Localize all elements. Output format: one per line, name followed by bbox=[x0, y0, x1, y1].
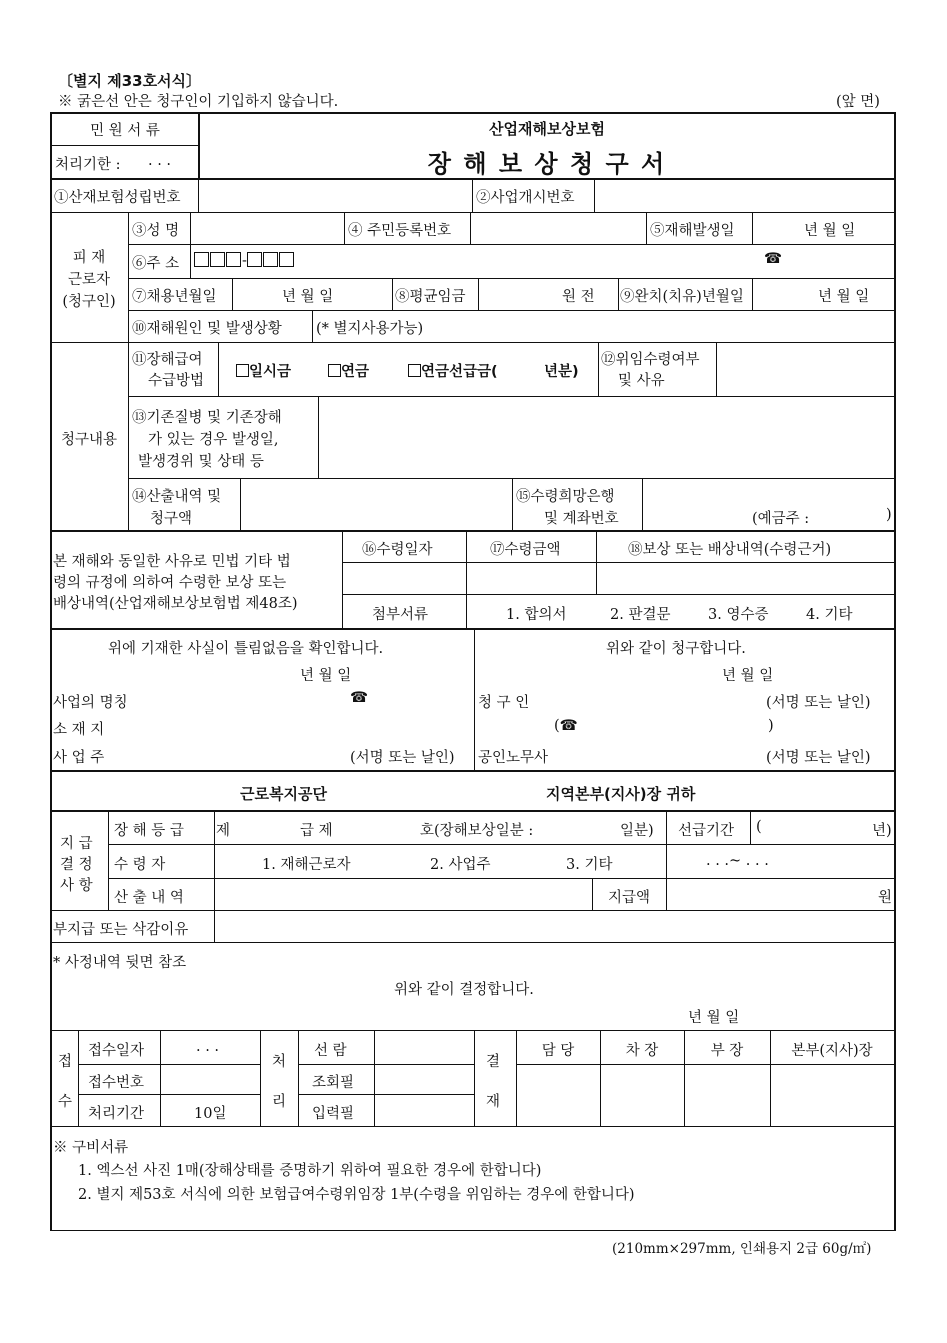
deadline-label: 처리기한 : bbox=[55, 157, 121, 173]
form-subtitle: 산업재해보상보험 bbox=[489, 120, 605, 138]
worker-section-label-1: 피 재 bbox=[72, 250, 106, 266]
delegate-label-2: 및 사유 bbox=[618, 373, 665, 389]
ref-note: * 사정내역 뒷면 참조 bbox=[53, 955, 187, 971]
reject-reason-field[interactable] bbox=[216, 912, 892, 940]
approval-label-1: 결 bbox=[486, 1054, 501, 1070]
claim-section-label: 청구내용 bbox=[60, 432, 118, 448]
recipient-option-2[interactable]: 2. 사업주 bbox=[430, 857, 491, 873]
biz-no-label: ②사업개시번호 bbox=[476, 190, 575, 206]
input-label: 입력필 bbox=[312, 1106, 355, 1122]
bank-label-2: 및 계좌번호 bbox=[544, 511, 619, 527]
employer-confirm-statement: 위에 기재한 사실이 틀림없음을 확인합니다. bbox=[108, 641, 384, 657]
approval-label-2: 재 bbox=[486, 1094, 501, 1110]
opt-advance-end: 년분) bbox=[544, 364, 579, 380]
prior-label-1: ⑬기존질병 및 기존장해 bbox=[132, 410, 282, 426]
process-period-label: 처리기간 bbox=[88, 1106, 145, 1122]
location-label: 소 재 지 bbox=[53, 722, 105, 738]
other-comp-desc-2: 령의 규정에 의하여 수령한 보상 또는 bbox=[53, 575, 287, 591]
claimant-phone-open: (☎ bbox=[554, 718, 578, 734]
est-no-label: ①산재보험성립번호 bbox=[54, 190, 181, 206]
grade-val-4: 일분) bbox=[620, 823, 654, 839]
inquiry-label: 조회필 bbox=[312, 1075, 355, 1091]
cause-note: (* 별지사용가능) bbox=[316, 321, 424, 337]
recv-date-label: ⑯수령일자 bbox=[362, 542, 433, 558]
receipt-date-value: . . . bbox=[196, 1039, 220, 1055]
claimant-date[interactable]: 년 월 일 bbox=[722, 668, 774, 684]
est-no-field[interactable] bbox=[200, 180, 470, 210]
notice-text: ※ 굵은선 안은 청구인이 기입하지 않습니다. bbox=[58, 94, 339, 110]
required-doc-2: 2. 별지 제53호 서식에 의한 보험급여수령위임장 1부(수령을 위임하는 경우에 한합니다) bbox=[78, 1187, 635, 1203]
review-label: 선 람 bbox=[314, 1043, 347, 1059]
prior-field[interactable] bbox=[320, 398, 892, 476]
name-label: ③성 명 bbox=[132, 223, 180, 239]
deadline-value: . . . bbox=[148, 153, 172, 169]
doc-type-label: 민 원 서 류 bbox=[90, 123, 160, 139]
employer-confirm-date[interactable]: 년 월 일 bbox=[300, 668, 352, 684]
prior-label-2: 가 있는 경우 발생일, bbox=[148, 432, 279, 448]
rrn-field[interactable] bbox=[472, 214, 644, 242]
payment-period[interactable]: . . .~ . . . bbox=[706, 853, 769, 869]
employer-label: 사 업 주 bbox=[53, 750, 105, 766]
opt-lump-checkbox[interactable] bbox=[236, 360, 291, 381]
employer-sign[interactable]: (서명 또는 날인) bbox=[350, 750, 455, 766]
accident-date-label: ⑤재해발생일 bbox=[650, 223, 735, 239]
name-field[interactable] bbox=[192, 214, 342, 242]
calc-field[interactable] bbox=[242, 480, 510, 528]
address-label: ⑥주 소 bbox=[132, 256, 180, 272]
attach-option-4[interactable]: 4. 기타 bbox=[806, 607, 853, 623]
delegate-field[interactable] bbox=[718, 344, 892, 394]
depositor-close: ) bbox=[886, 507, 892, 523]
recipient-label: 수 령 자 bbox=[114, 857, 166, 873]
advance-period-open: ( bbox=[756, 819, 762, 835]
grade-val-1: 제 bbox=[216, 823, 231, 839]
form-title: 장 해 보 상 청 구 서 bbox=[427, 150, 667, 178]
labor-attorney-sign[interactable]: (서명 또는 날인) bbox=[766, 750, 871, 766]
attach-option-3[interactable]: 3. 영수증 bbox=[708, 607, 769, 623]
cure-date-field[interactable]: 년 월 일 bbox=[818, 289, 870, 305]
attach-option-1[interactable]: 1. 합의서 bbox=[506, 607, 567, 623]
pay-amount-label: 지급액 bbox=[608, 890, 651, 906]
decision-label-2: 결 정 bbox=[60, 857, 93, 873]
comp-detail-label: ⑱보상 또는 배상내역(수령근거) bbox=[628, 542, 832, 558]
cure-date-label: ⑨완치(치유)년월일 bbox=[620, 289, 744, 305]
cause-label: ⑩재해원인 및 발생상황 bbox=[132, 321, 282, 337]
opt-lump-label: 일시금 bbox=[249, 364, 292, 380]
hire-date-label: ⑦채용년월일 bbox=[132, 289, 217, 305]
approval-col-deputy: 차 장 bbox=[625, 1043, 659, 1059]
claimant-statement: 위와 같이 청구합니다. bbox=[606, 641, 746, 657]
agency-name: 근로복지공단 bbox=[240, 785, 327, 803]
approval-col-staff: 담 당 bbox=[541, 1043, 575, 1059]
calc-label-2: 청구액 bbox=[150, 511, 193, 527]
decision-label-3: 사 항 bbox=[60, 878, 93, 894]
avg-wage-label: ⑧평균임금 bbox=[395, 289, 466, 305]
rrn-label: ④ 주민등록번호 bbox=[348, 223, 452, 239]
prior-label-3: 발생경위 및 상태 등 bbox=[138, 454, 264, 470]
depositor-label: (예금주 : bbox=[752, 511, 810, 527]
biz-no-field[interactable] bbox=[596, 180, 892, 210]
required-docs-title: ※ 구비서류 bbox=[53, 1140, 129, 1156]
approval-col-head: 본부(지사)장 bbox=[791, 1043, 873, 1059]
opt-advance-checkbox[interactable] bbox=[408, 360, 498, 381]
advance-period-close: 년) bbox=[872, 823, 892, 839]
method-label-2: 수급방법 bbox=[148, 373, 205, 389]
page-side-label: (앞 면) bbox=[836, 94, 880, 110]
worker-section-label-3: (청구인) bbox=[62, 294, 116, 310]
attach-label: 첨부서류 bbox=[372, 607, 429, 623]
grade-val-3: 호(장해보상일분 : bbox=[420, 823, 534, 839]
delegate-label-1: ⑫위임수령여부 bbox=[601, 352, 700, 368]
grade-val-2: 급 제 bbox=[300, 823, 333, 839]
other-comp-desc-3: 배상내역(산업재해보상보험법 제48조) bbox=[53, 596, 298, 612]
attach-option-2[interactable]: 2. 판결문 bbox=[610, 607, 671, 623]
phone-icon: ☎ bbox=[764, 251, 783, 267]
proc-label-1: 처 bbox=[272, 1054, 287, 1070]
calc-label-1: ⑭산출내역 및 bbox=[132, 489, 222, 505]
grade-label: 장 해 등 급 bbox=[114, 823, 184, 839]
receipt-label-1: 접 bbox=[58, 1054, 73, 1070]
recipient-option-3[interactable]: 3. 기타 bbox=[566, 857, 613, 873]
method-label-1: ⑪장해급여 bbox=[132, 352, 203, 368]
claimant-label: 청 구 인 bbox=[478, 695, 530, 711]
claimant-phone-close: ) bbox=[768, 718, 774, 734]
advance-period-label: 선급기간 bbox=[678, 823, 735, 839]
accident-date-field[interactable]: 년 월 일 bbox=[804, 223, 856, 239]
approval-col-manager: 부 장 bbox=[710, 1043, 744, 1059]
proc-label-2: 리 bbox=[272, 1094, 287, 1110]
bank-label-1: ⑮수령희망은행 bbox=[516, 489, 615, 505]
calc-detail-label: 산 출 내 역 bbox=[114, 890, 184, 906]
reject-reason-label: 부지급 또는 삭감이유 bbox=[53, 922, 189, 938]
decision-label-1: 지 급 bbox=[60, 836, 93, 852]
decision-statement: 위와 같이 결정합니다. bbox=[394, 982, 534, 998]
decision-date[interactable]: 년 월 일 bbox=[688, 1010, 740, 1026]
paper-spec: (210mm×297mm, 인쇄용지 2급 60g/㎡) bbox=[612, 1241, 872, 1257]
opt-pension-checkbox[interactable] bbox=[328, 360, 369, 381]
recipient-option-1[interactable]: 1. 재해근로자 bbox=[262, 857, 351, 873]
opt-advance-label: 연금선급금( bbox=[421, 364, 498, 380]
form-number: 〔별지 제33호서식〕 bbox=[58, 72, 202, 90]
receipt-no-label: 접수번호 bbox=[88, 1075, 145, 1091]
receipt-date-label: 접수일자 bbox=[88, 1043, 145, 1059]
biz-name-label: 사업의 명칭 bbox=[53, 695, 128, 711]
receipt-label-2: 수 bbox=[58, 1094, 73, 1110]
process-period-value: 10일 bbox=[194, 1106, 227, 1122]
other-comp-desc-1: 본 재해와 동일한 사유로 민법 기타 법 bbox=[53, 554, 291, 570]
labor-attorney-label: 공인노무사 bbox=[478, 750, 549, 766]
avg-wage-field[interactable]: 원 전 bbox=[562, 289, 595, 305]
pay-amount-unit: 원 bbox=[878, 890, 893, 906]
required-doc-1: 1. 엑스선 사진 1매(장해상태를 증명하기 위하여 필요한 경우에 한합니다) bbox=[78, 1163, 542, 1179]
biz-phone-icon: ☎ bbox=[350, 690, 369, 706]
worker-section-label-2: 근로자 bbox=[67, 272, 111, 288]
office-addressee: 지역본부(지사)장 귀하 bbox=[546, 785, 696, 803]
claimant-sign[interactable]: (서명 또는 날인) bbox=[766, 695, 871, 711]
recv-amount-label: ⑰수령금액 bbox=[490, 542, 561, 558]
postal-code-boxes[interactable]: - bbox=[194, 252, 295, 269]
hire-date-field[interactable]: 년 월 일 bbox=[282, 289, 334, 305]
opt-pension-label: 연금 bbox=[341, 364, 370, 380]
